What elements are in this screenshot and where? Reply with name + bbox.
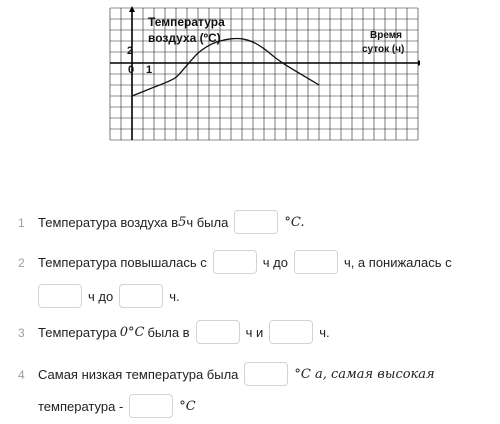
task-number: 2 — [18, 256, 25, 270]
answer-input-4b[interactable] — [129, 394, 173, 418]
task-text: ч и — [245, 324, 264, 340]
task-text: температура - — [38, 398, 124, 414]
task-text: была в — [147, 324, 190, 340]
x-tick-1: 1 — [146, 64, 153, 76]
math-value: 0°C — [119, 324, 145, 340]
task-text: °C а, самая высокая — [294, 366, 435, 382]
task-number: 3 — [18, 326, 25, 340]
answer-input-2c[interactable] — [38, 284, 82, 308]
task-text: Самая низкая температура была — [38, 366, 239, 382]
y-axis-arrow — [129, 6, 135, 12]
x-axis-label-line1: Время — [370, 30, 402, 41]
task-text: ч до — [88, 288, 114, 304]
task-text: ч. — [169, 288, 180, 304]
origin-tick-0: 0 — [128, 64, 135, 76]
y-axis-label-line2: воздуха (ºС) — [148, 31, 221, 45]
task-text: ч была — [186, 214, 229, 230]
chart-svg — [100, 0, 420, 152]
task-text: ч до — [262, 254, 288, 270]
answer-input-2d[interactable] — [119, 284, 163, 308]
answer-input-3a[interactable] — [196, 320, 240, 344]
answer-input-2a[interactable] — [213, 250, 257, 274]
task-text: Температура воздуха в — [38, 214, 179, 230]
x-axis-label-line2: суток (ч) — [362, 44, 405, 55]
task-text: Температура — [38, 324, 117, 340]
unit-celsius: °C. — [284, 214, 305, 230]
y-tick-2: 2 — [127, 45, 134, 57]
y-axis-label-line1: Температура — [148, 15, 225, 29]
task-text: ч, а понижалась с — [343, 254, 452, 270]
answer-input-4a[interactable] — [244, 362, 288, 386]
task-number: 1 — [18, 216, 25, 230]
answer-input-1[interactable] — [234, 210, 278, 234]
unit-celsius: °C — [179, 398, 196, 414]
answer-input-2b[interactable] — [294, 250, 338, 274]
x-axis-arrow — [418, 60, 420, 66]
temperature-chart — [100, 0, 420, 152]
answer-input-3b[interactable] — [269, 320, 313, 344]
task-text: Температура повышалась с — [38, 254, 207, 270]
math-value: 5 — [178, 214, 187, 230]
task-number: 4 — [18, 368, 25, 382]
task-text: ч. — [319, 324, 330, 340]
temperature-curve — [132, 38, 319, 96]
